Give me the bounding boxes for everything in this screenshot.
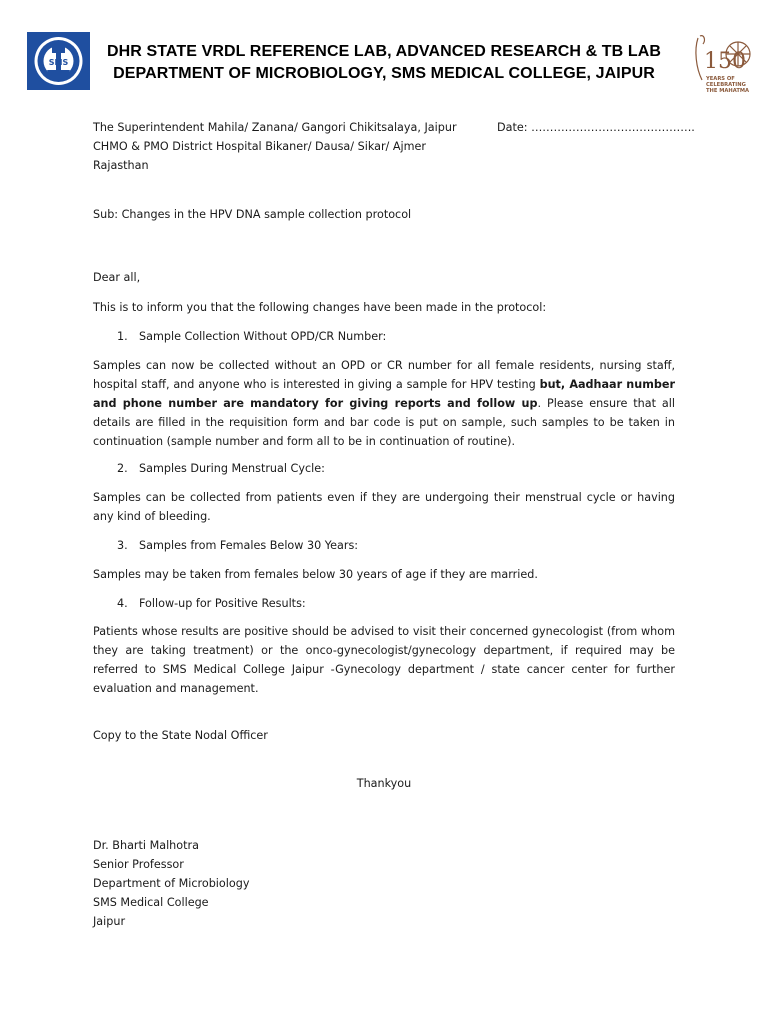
greeting: Dear all, [93,271,141,284]
copy-to: Copy to the State Nodal Officer [93,729,268,742]
paragraph-opd: Samples can now be collected without an OPD or CR number for all female residents, nursing staff, hospital staff, and anyone who is interested in giving a sample for HPV testing but, Aadhaar number and phone number are mandatory for giving reports and follow up. Please ensure that all details are filled in the requisition form and bar code is put on sample, such samples to be taken in continuation (sample number and form all to be in continuation of routine). [93,359,675,448]
closing-thanks: Thankyou [356,777,412,790]
address-line: The Superintendent Mahila/ Zanana/ Gangori Chikitsalaya, Jaipur [93,121,457,134]
paragraph-menstrual: Samples can be collected from patients even if they are undergoing their menstrual cycle or having any kind of bleeding. [93,491,675,523]
signatory-name: Dr. Bharti Malhotra [93,839,199,852]
header-line-1: DHR STATE VRDL REFERENCE LAB, ADVANCED RESEARCH & TB LAB [106,43,662,60]
gandhi-150-logo [690,28,754,98]
list-item: 2. Samples During Menstrual Cycle: [117,462,325,475]
list-item: 4. Follow-up for Positive Results: [117,597,306,610]
address-line: Rajasthan [93,159,149,172]
paragraph-below-30: Samples may be taken from females below 30 years of age if they are married. [93,568,538,581]
signatory-department: Department of Microbiology [93,877,250,890]
signatory-title: Senior Professor [93,858,184,871]
logo-text: SMS [48,58,69,67]
paragraph-follow-up: Patients whose results are positive should be advised to visit their concerned gynecologist (from whom they are taking treatment) or the onco-gynecologist/gynecology department, if required may be referred to SMS Medical College Jaipur -Gynecology department / state cancer center for further evaluation and management. [93,625,675,695]
header-line-2: DEPARTMENT OF MICROBIOLOGY, SMS MEDICAL COLLEGE, JAIPUR [113,65,655,82]
signatory-college: SMS Medical College [93,896,209,909]
list-item: 3. Samples from Females Below 30 Years: [117,539,359,552]
subject-line: Sub: Changes in the HPV DNA sample collection protocol [93,208,412,221]
signatory-city: Jaipur [93,915,126,928]
logo-number: 150 [704,49,746,74]
svg-text:YEARS OF: YEARS OF [706,76,735,82]
svg-text:CELEBRATING: CELEBRATING [706,82,746,88]
address-line: CHMO & PMO District Hospital Bikaner/ Dausa/ Sikar/ Ajmer [93,140,427,153]
svg-text:THE MAHATMA: THE MAHATMA [706,88,750,94]
intro-text: This is to inform you that the following changes have been made in the protocol: [93,301,547,314]
date-field: Date: …………………………………….. [497,121,695,134]
signature-block [93,836,675,931]
list-item: 1. Sample Collection Without OPD/CR Number: [117,330,387,343]
